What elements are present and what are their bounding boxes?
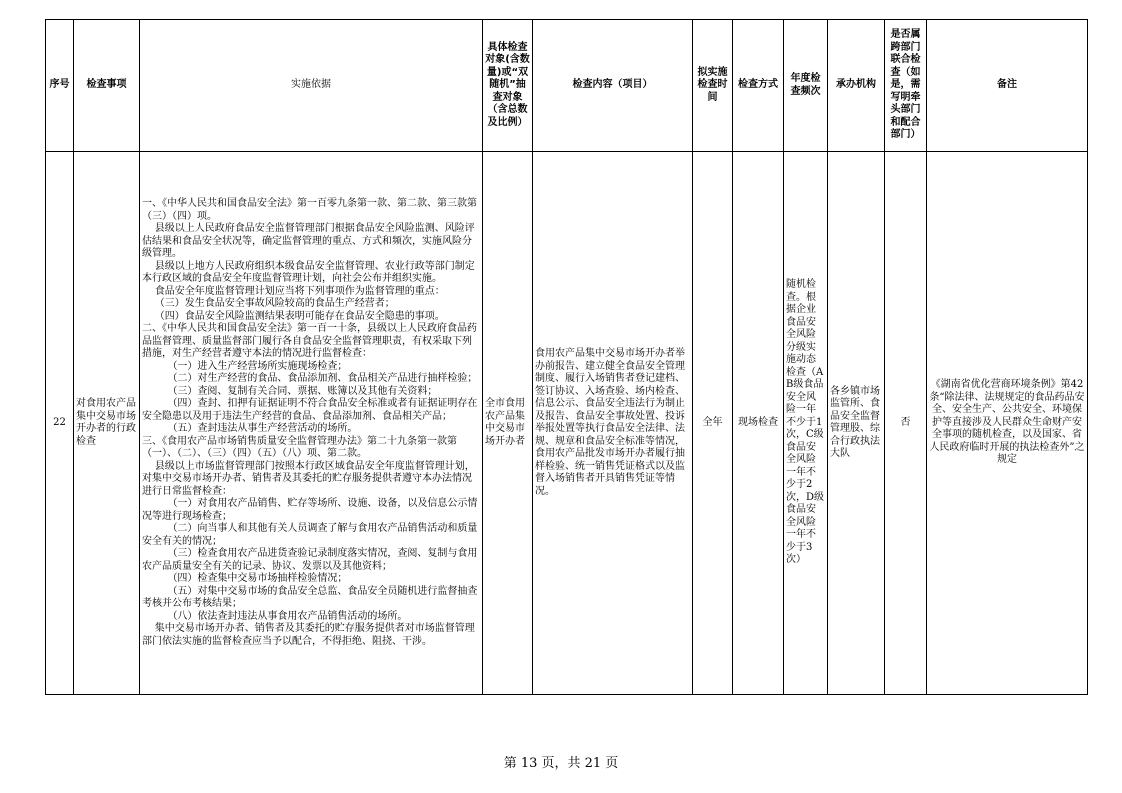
header-note: 备注 (927, 20, 1088, 152)
inspection-table (45, 19, 1088, 695)
header-row (46, 20, 1088, 152)
header-seq: 序号 (46, 20, 74, 152)
basis-line: （五）对集中交易市场的食品安全总监、食品安全员随机进行监督抽查考核并公布考核结果； (142, 585, 478, 609)
header-target: 具体检查对象(含数量)或“双随机”抽查对象（含总数及比例） (483, 20, 533, 152)
basis-line: （三）检查食用农产品进货查验记录制度落实情况，查阅、复制与食用农产品质量安全有关的记录、协议、发票以及其他资料； (142, 548, 478, 572)
cell-basis (140, 152, 483, 695)
basis-line: （三）发生食品安全事故风险较高的食品生产经营者； (142, 298, 395, 309)
header-org: 承办机构 (828, 20, 885, 152)
basis-line: 食品安全年度监督管理计划应当将下列事项作为监督管理的重点： (142, 285, 445, 297)
cell-freq: 随机检查。根据企业食品安全风险分级实施动态检查（AB级食品安全风险一年不少于1次，C级食品安全风险一年不少于2次，D级食品安全风险一年不少于3次） (784, 152, 828, 695)
basis-line: （二）对生产经营的食品、食品添加剂、食品相关产品进行抽样检验； (142, 373, 478, 384)
basis-line: （四）食品安全风险监测结果表明可能存在食品安全隐患的事项。 (142, 310, 445, 322)
cell-content: 食用农产品集中交易市场开办者举办前报告、建立健全食品安全管理制度、履行入场销售者登记建档、签订协议、入场查验、场内检查、信息公示、食品安全违法行为制止及报告、食品安全事故处置、投诉举报处置等执行食品安全法律、法规、规章和食品安全标准等情况，食用农产品批发市场开办者履行抽样检验、统一销售凭证格式以及监督入场销售者开具销售凭证等情况。 (533, 152, 693, 695)
page-footer: 第 13 页，共 21 页 (503, 756, 619, 771)
cell-time: 全年 (693, 152, 733, 695)
basis-line: 集中交易市场开办者、销售者及其委托的贮存服务提供者对市场监督管理部门依法实施的监督检查应当予以配合，不得拒绝、阻挠、干涉。 (142, 623, 475, 647)
basis-line: 二、《中华人民共和国食品安全法》第一百一十条，县级以上人民政府食品药品监督管理、质量监督部门履行各自食品安全监督管理职责，有权采取下列措施，对生产经营者遵守本法的情况进行监督检查： (142, 323, 477, 359)
header-time: 拟实施检查时间 (693, 20, 733, 152)
header-joint: 是否属跨部门联合检查（如是，需写明牵头部门和配合部门） (885, 20, 927, 152)
basis-line: 县级以上人民政府食品安全监督管理部门根据食品安全风险监测、风险评估结果和食品安全状况等，确定监督管理的重点、方式和频次，实施风险分级管理。 (142, 223, 475, 259)
basis-line: （二）向当事人和其他有关人员调查了解与食用农产品销售活动和质量安全有关的情况； (142, 523, 478, 547)
basis-line: （八）依法查封违法从事食用农产品销售活动的场所。 (142, 610, 408, 622)
basis-line: （五）查封违法从事生产经营活动的场所。 (142, 423, 358, 434)
cell-method: 现场检查 (733, 152, 784, 695)
cell-item: 对食用农产品集中交易市场开办者的行政检查 (74, 152, 140, 695)
header-method: 检查方式 (733, 20, 784, 152)
header-basis: 实施依据 (140, 20, 483, 152)
table-row (46, 152, 1088, 695)
basis-line: （一）进入生产经营场所实施现场检查； (142, 360, 348, 372)
basis-line: （三）查阅、复制有关合同、票据、账簿以及其他有关资料； (142, 385, 438, 397)
cell-target: 全市食用农产品集中交易市场开办者 (483, 152, 533, 695)
basis-line: 县级以上市场监督管理部门按照本行政区域食品安全年度监督管理计划，对集中交易市场开办者、销售者及其委托的贮存服务提供者遵守本办法情况进行日常监督检查： (142, 460, 475, 497)
header-item: 检查事项 (74, 20, 140, 152)
cell-joint: 否 (885, 152, 927, 695)
cell-note: 《湖南省优化营商环境条例》第42条“除法律、法规规定的食品药品安全、安全生产、公共安全、环境保护等直接涉及人民群众生命财产安全事项的随机检查，以及国家、省人民政府临时开展的执法检查外”之规定 (927, 152, 1088, 695)
basis-line: （四）查封、扣押有证据证明不符合食品安全标准或者有证据证明存在安全隐患以及用于违法生产经营的食品、食品添加剂、食品相关产品； (142, 398, 478, 422)
header-freq: 年度检查频次 (784, 20, 828, 152)
basis-line: （四）检查集中交易市场抽样检验情况； (142, 573, 348, 584)
cell-seq: 22 (46, 152, 74, 695)
header-content: 检查内容（项目） (533, 20, 693, 152)
basis-line: 三、《食用农产品市场销售质量安全监督管理办法》第二十九条第一款第（一）、（二）、（三）（四）（五）（八）项、第二款。 (142, 435, 457, 459)
basis-line: 县级以上地方人民政府组织本级食品安全监督管理、农业行政等部门制定本行政区域的食品安全年度监督管理计划，向社会公布并组织实施。 (142, 260, 475, 284)
basis-line: （一）对食用农产品销售、贮存等场所、设施、设备，以及信息公示情况等进行现场检查； (142, 498, 478, 522)
basis-line: 一、《中华人民共和国食品安全法》第一百零九条第一款、第二款、第三款第（三）（四）项。 (142, 198, 477, 222)
cell-org: 各乡镇市场监管所、食品安全监督管理股、综合行政执法大队 (828, 152, 885, 695)
